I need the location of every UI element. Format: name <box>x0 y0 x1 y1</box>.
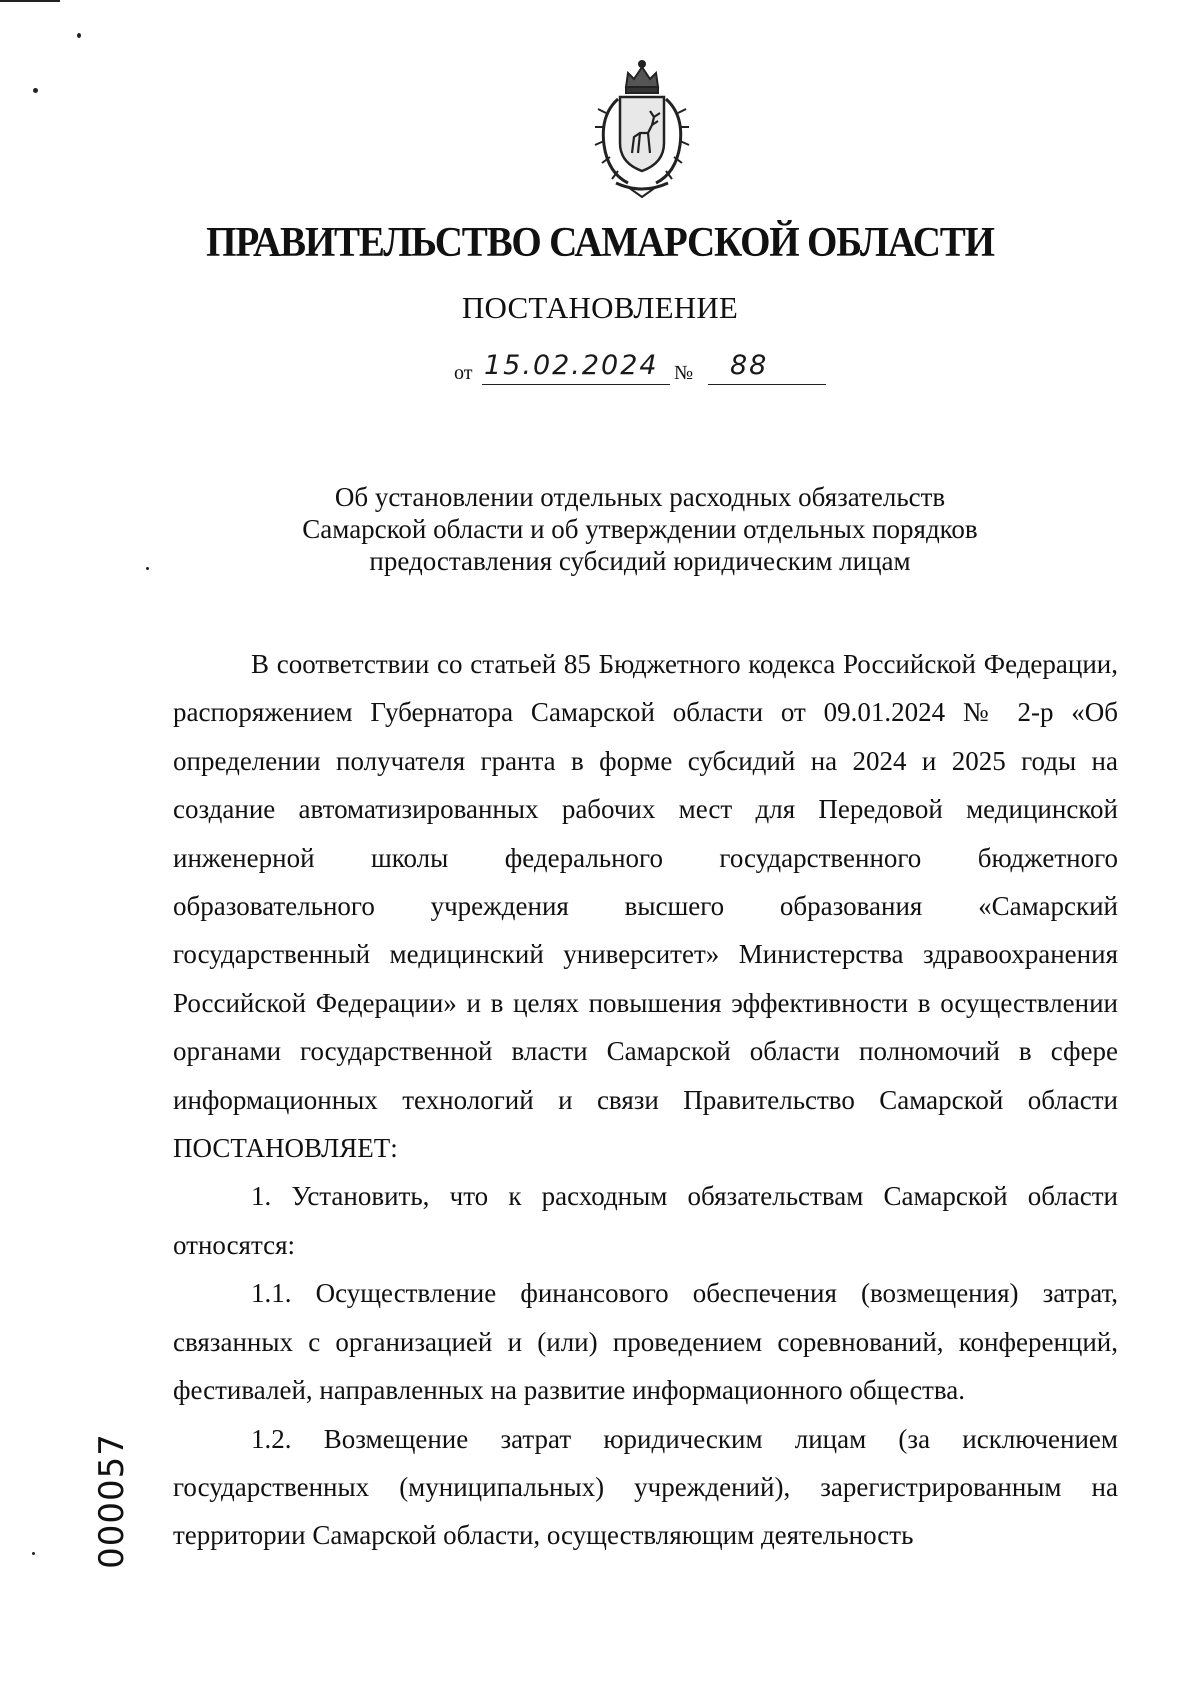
samara-coat-of-arms-icon <box>582 55 702 200</box>
date-underline <box>482 384 670 385</box>
document-type: ПОСТАНОВЛЕНИЕ <box>461 290 739 325</box>
scan-edge-mark <box>0 0 60 2</box>
scan-speck <box>146 567 149 570</box>
number-underline <box>708 384 826 385</box>
scan-speck <box>77 33 81 38</box>
scan-speck <box>33 88 38 93</box>
subject-line: предоставления субсидий юридическим лицам <box>369 546 911 576</box>
paragraph-preamble: В соответствии со статьей 85 Бюджетного кодекса Российской Федерации, распоряжением Губернатора Самарской области от 09.01.2024 № 2-р «Об определении получателя гранта в форме субсидий на 2024 и 2025 годы на создание автоматизированных рабочих мест для Передовой медицинской инженерной школы федерального государственного бюджетного образовательного учреждения высшего образования «Самарский государственный медицинский университет» Министерства здравоохранения Российской Федерации» и в целях повышения эффективности в осуществлении органами государственной власти Самарской области полномочий в сфере информационных технологий и связи Правительство Самарской области ПОСТАНОВЛЯЕТ: <box>173 649 1118 1164</box>
number-prefix: № <box>674 362 694 384</box>
document-subject <box>180 481 1100 577</box>
handwritten-number: 88 <box>730 350 769 381</box>
scan-speck <box>32 1552 35 1555</box>
paragraph-item-1-2: 1.2. Возмещение затрат юридическим лицам (за исключением государственных (муниципальных) учреждений), зарегистрированным на территории Самарской области, осуществляющим деятельность <box>173 1423 1118 1551</box>
document-body <box>173 640 1118 1560</box>
page-stamp-number: 000057 <box>92 1433 133 1569</box>
handwritten-date: 15.02.2024 <box>484 350 659 381</box>
paragraph-item-1-1: 1.1. Осуществление финансового обеспечения (возмещения) затрат, связанных с организацией и (или) проведением соревнований, конференций, фестивалей, направленных на развитие информационного общества. <box>173 1278 1118 1406</box>
organization-title: ПРАВИТЕЛЬСТВО САМАРСКОЙ ОБЛАСТИ <box>206 220 994 266</box>
date-prefix: от <box>454 362 473 384</box>
date-number-line <box>454 350 854 390</box>
paragraph-item-1: 1. Установить, что к расходным обязательствам Самарской области относятся: <box>173 1181 1118 1260</box>
subject-line: Об установлении отдельных расходных обязательств <box>334 482 946 512</box>
subject-line: Самарской области и об утверждении отдельных порядков <box>302 514 978 544</box>
